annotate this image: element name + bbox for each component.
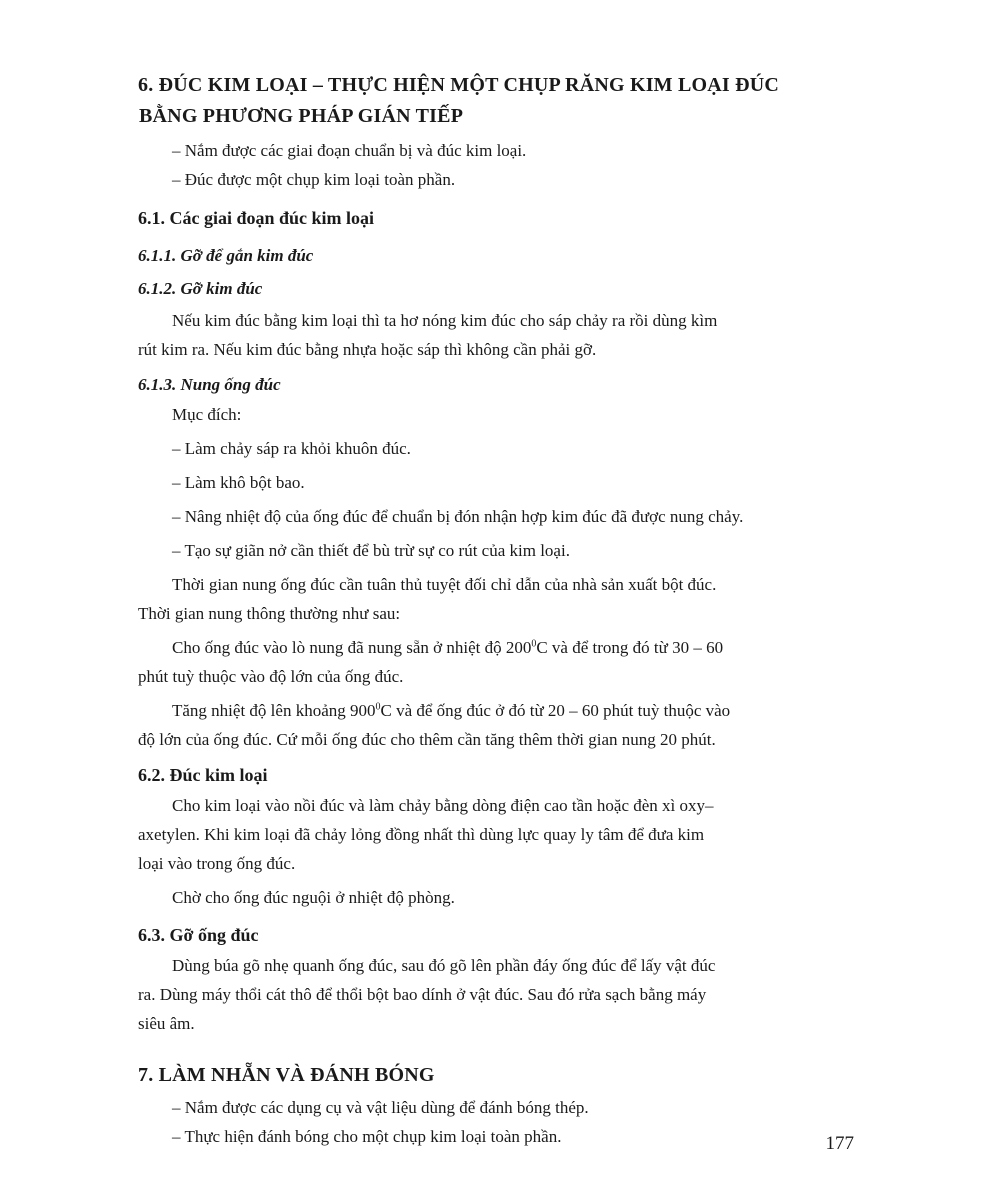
paragraph-line: Thời gian nung ống đúc cần tuân thủ tuyệt đối chỉ dẫn của nhà sản xuất bột đúc. bbox=[172, 575, 717, 594]
section-6-1-3-title: 6.1.3. Nung ống đúc bbox=[138, 375, 281, 394]
paragraph-line: loại vào trong ống đúc. bbox=[138, 854, 296, 873]
degree-mark: 0 bbox=[375, 701, 381, 713]
objective-item: – Nắm được các giai đoạn chuẩn bị và đúc kim loại. bbox=[172, 141, 527, 160]
paragraph-line: Dùng búa gõ nhẹ quanh ống đúc, sau đó gõ lên phần đáy ống đúc để lấy vật đúc bbox=[172, 956, 716, 975]
paragraph-line: rút kim ra. Nếu kim đúc bằng nhựa hoặc sáp thì không cần phải gỡ. bbox=[138, 340, 597, 359]
heating-step-2 bbox=[138, 696, 854, 725]
section-6-1-2-title: 6.1.2. Gỡ kim đúc bbox=[138, 279, 263, 298]
degree-mark: 0 bbox=[531, 638, 537, 650]
heating-step-2-text-a: Tăng nhiệt độ lên khoảng 900 bbox=[172, 701, 376, 720]
page-number: 177 bbox=[825, 1133, 854, 1154]
paragraph-line: Chờ cho ống đúc nguội ở nhiệt độ phòng. bbox=[172, 888, 455, 907]
objective-item: – Nắm được các dụng cụ và vật liệu dùng để đánh bóng thép. bbox=[172, 1098, 589, 1117]
heating-step-1-text-a: Cho ống đúc vào lò nung đã nung sẵn ở nhiệt độ 200 bbox=[172, 638, 532, 657]
objective-item: – Đúc được một chụp kim loại toàn phần. bbox=[172, 170, 456, 189]
paragraph-line: Thời gian nung thông thường như sau: bbox=[138, 604, 401, 623]
heating-step-1 bbox=[138, 633, 854, 662]
purpose-label: Mục đích: bbox=[172, 405, 242, 424]
section-6-title-line2: BẰNG PHƯƠNG PHÁP GIÁN TIẾP bbox=[139, 105, 464, 127]
purpose-item: – Nâng nhiệt độ của ống đúc để chuẩn bị đón nhận hợp kim đúc đã được nung chảy. bbox=[172, 507, 744, 526]
section-6-heading bbox=[138, 70, 854, 132]
paragraph-line: Nếu kim đúc bằng kim loại thì ta hơ nóng kim đúc cho sáp chảy ra rồi dùng kìm bbox=[172, 311, 718, 330]
paragraph-line: axetylen. Khi kim loại đã chảy lỏng đồng nhất thì dùng lực quay ly tâm để đưa kim bbox=[138, 825, 705, 844]
section-6-2-title: 6.2. Đúc kim loại bbox=[138, 765, 268, 785]
section-6-1-1-title: 6.1.1. Gỡ để gắn kim đúc bbox=[138, 246, 314, 265]
section-7-title: 7. LÀM NHẴN VÀ ĐÁNH BÓNG bbox=[138, 1064, 435, 1086]
paragraph-line: Cho kim loại vào nồi đúc và làm chảy bằng dòng điện cao tần hoặc đèn xì oxy– bbox=[172, 796, 714, 815]
section-7-objectives bbox=[138, 1093, 854, 1151]
heating-step-1-text-b: C và để trong đó từ 30 – 60 bbox=[536, 638, 724, 657]
section-6-1-title: 6.1. Các giai đoạn đúc kim loại bbox=[138, 208, 375, 228]
section-6-1-3-body bbox=[138, 400, 854, 754]
paragraph-line: phút tuỳ thuộc vào độ lớn của ống đúc. bbox=[138, 667, 404, 686]
paragraph-line: ra. Dùng máy thổi cát thô để thổi bột bao dính ở vật đúc. Sau đó rửa sạch bằng máy bbox=[138, 985, 707, 1004]
purpose-item: – Làm khô bột bao. bbox=[172, 473, 305, 492]
objective-item: – Thực hiện đánh bóng cho một chụp kim loại toàn phần. bbox=[172, 1127, 562, 1146]
section-6-objectives bbox=[138, 136, 854, 194]
purpose-item: – Tạo sự giãn nở cần thiết để bù trừ sự co rút của kim loại. bbox=[172, 541, 570, 560]
paragraph-line: độ lớn của ống đúc. Cứ mỗi ống đúc cho thêm cần tăng thêm thời gian nung 20 phút. bbox=[138, 730, 716, 749]
heating-step-2-text-b: C và để ống đúc ở đó từ 20 – 60 phút tuỳ thuộc vào bbox=[380, 701, 731, 720]
paragraph-line: siêu âm. bbox=[138, 1014, 195, 1033]
section-6-3-body bbox=[138, 951, 854, 1038]
purpose-item: – Làm chảy sáp ra khỏi khuôn đúc. bbox=[172, 439, 411, 458]
section-6-title-line1: 6. ĐÚC KIM LOẠI – THỰC HIỆN MỘT CHỤP RĂNG KIM LOẠI ĐÚC bbox=[138, 74, 780, 96]
document-page bbox=[138, 70, 854, 1151]
section-6-2-body bbox=[138, 791, 854, 912]
section-6-1-2-paragraph bbox=[138, 306, 854, 364]
section-6-3-title: 6.3. Gỡ ống đúc bbox=[138, 925, 259, 945]
